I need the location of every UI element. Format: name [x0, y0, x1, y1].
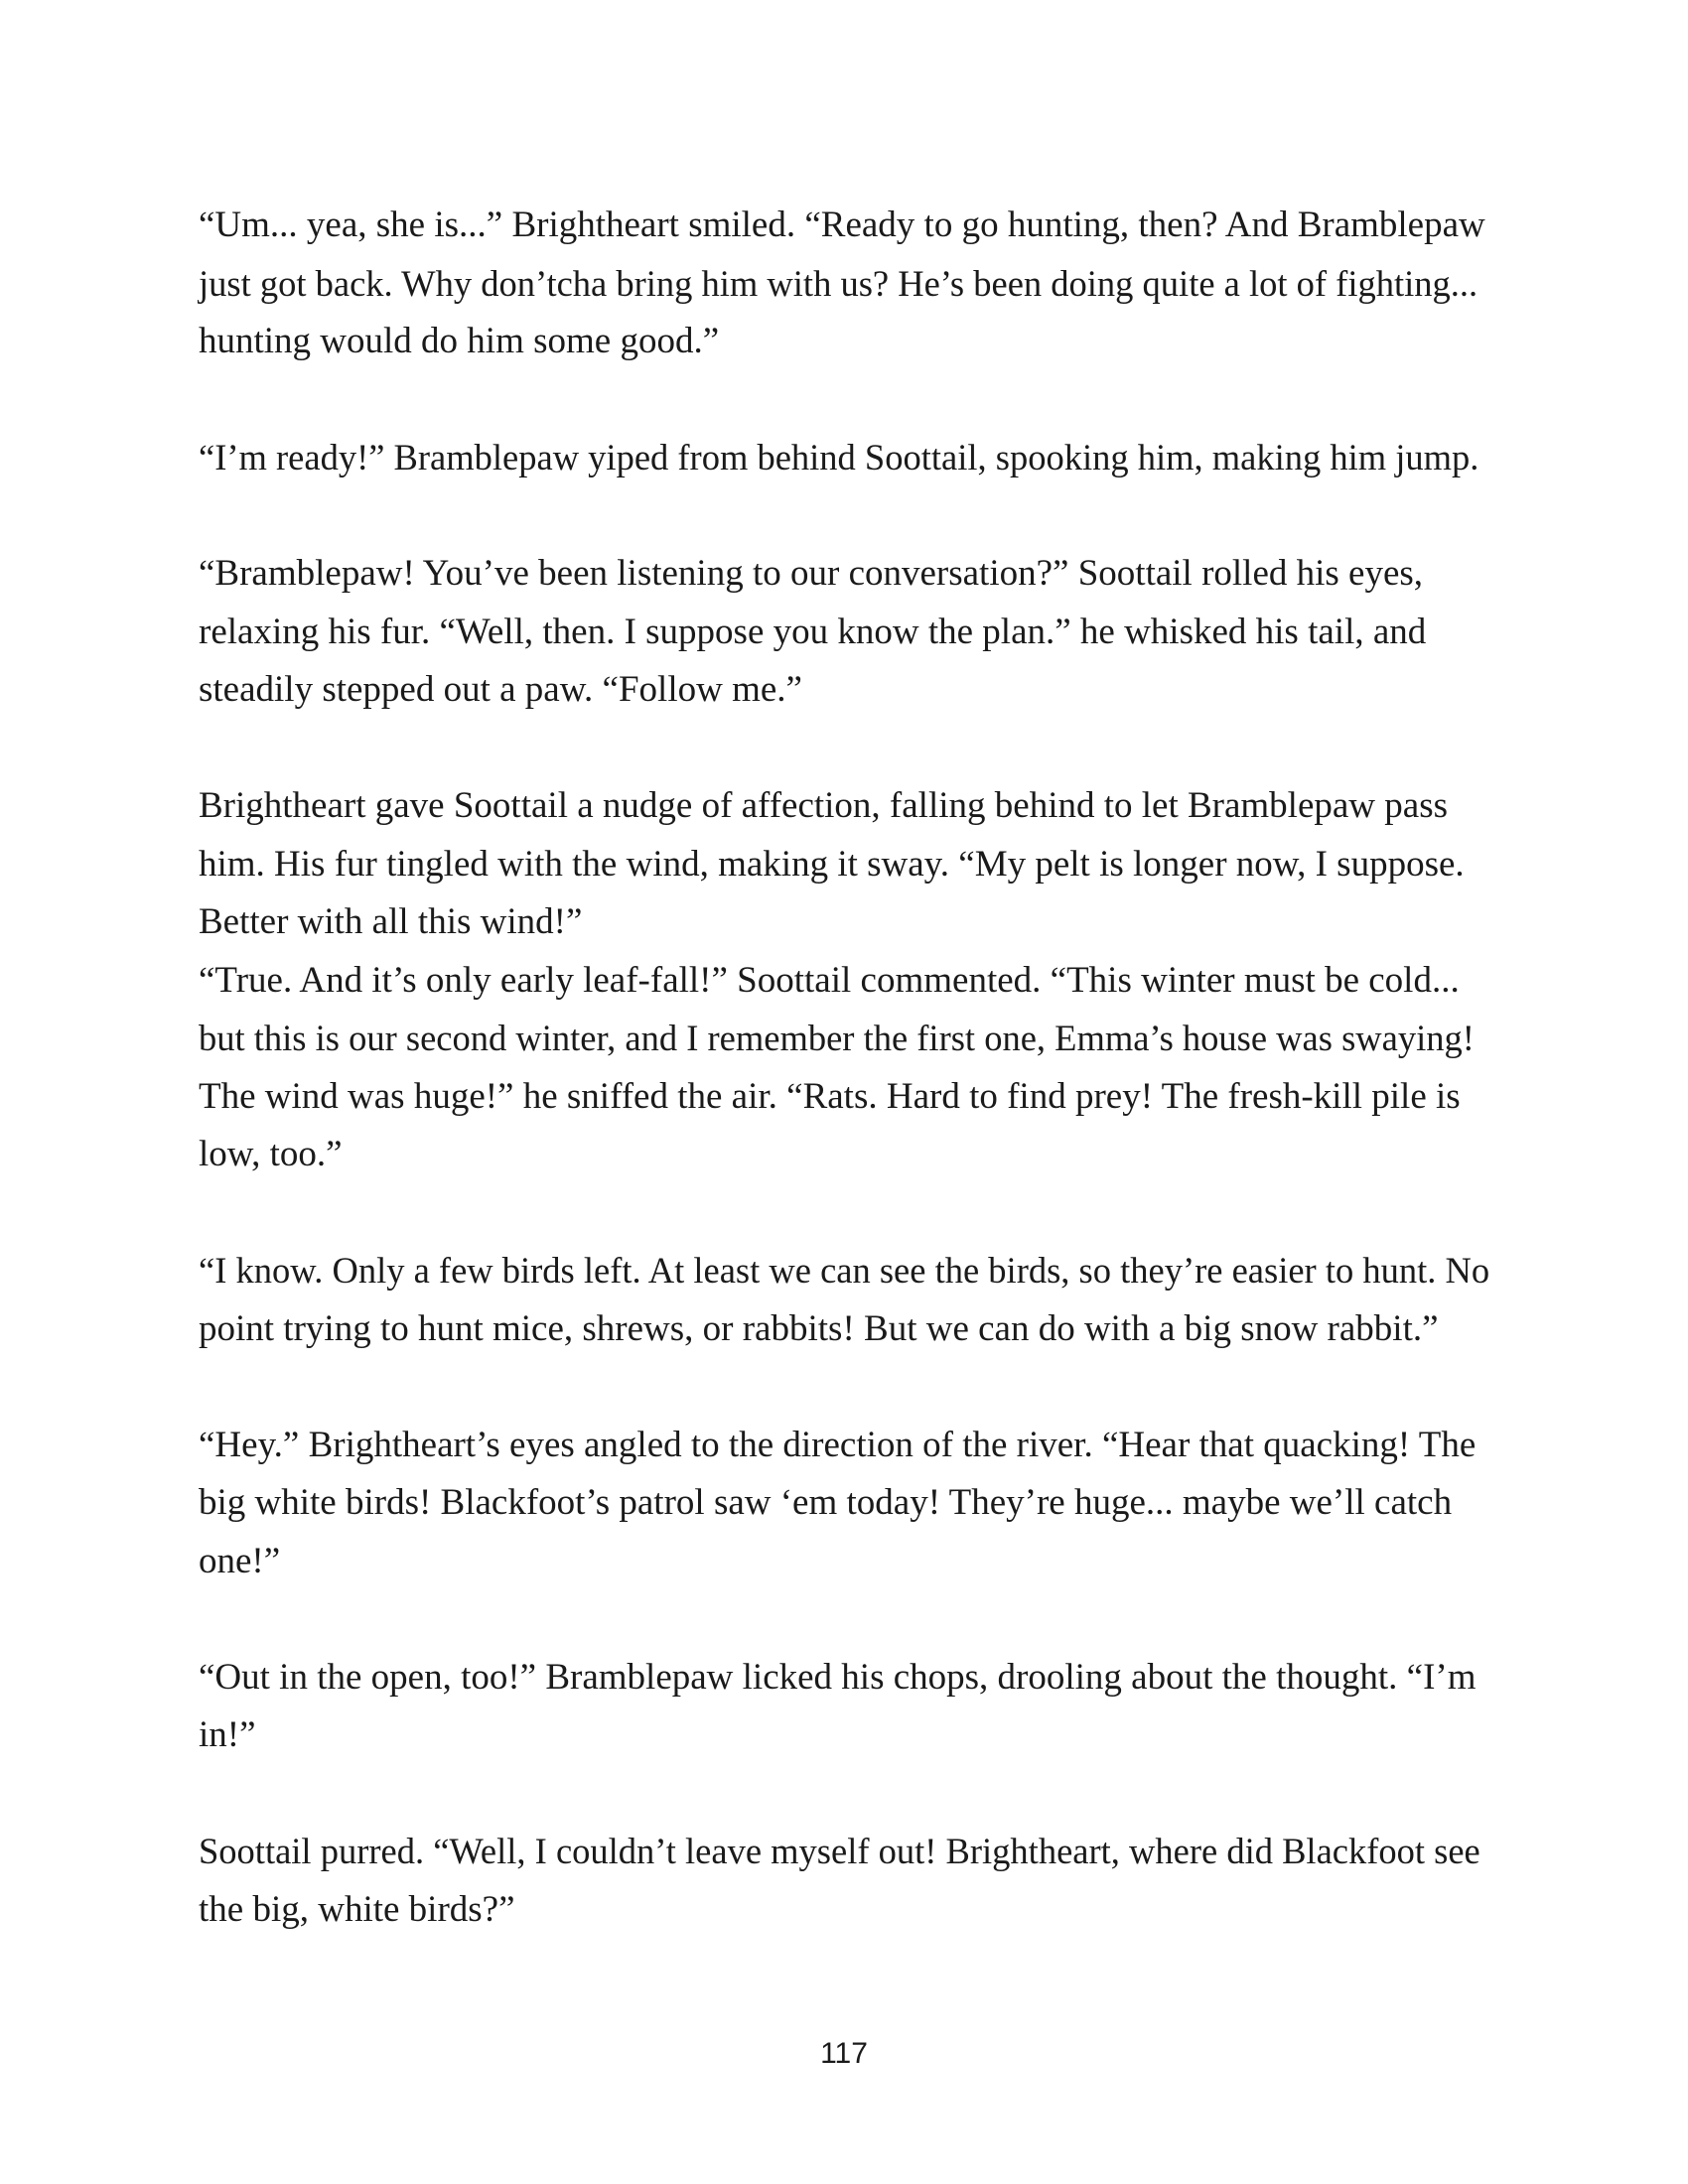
paragraph	[199, 1242, 1489, 1358]
text-line: him. His fur tingled with the wind, making it sway. “My pelt is longer now, I suppose.	[199, 843, 1465, 885]
text-line: in!”	[199, 1714, 256, 1755]
text-line: “I know. Only a few birds left. At least we can see the birds, so they’re easier to hunt. No	[199, 1250, 1490, 1291]
text-line: “True. And it’s only early leaf-fall!” Soottail commented. “This winter must be cold...	[199, 959, 1460, 1001]
text-line: “Um... yea, she is...” Brightheart smiled. “Ready to go hunting, then? And Bramblepaw	[199, 205, 1485, 245]
paragraph	[199, 429, 1489, 487]
text-line: Brightheart gave Soottail a nudge of affection, falling behind to let Bramblepaw pass	[199, 785, 1448, 826]
text-line: one!”	[199, 1540, 281, 1581]
paragraph-gap	[199, 371, 1489, 430]
text-line: Better with all this wind!”	[199, 901, 583, 942]
paragraph	[199, 1417, 1489, 1591]
text-line: big white birds! Blackfoot’s patrol saw ‘em today! They’re huge... maybe we’ll catch	[199, 1482, 1453, 1523]
paragraph	[199, 545, 1489, 720]
paragraph	[199, 777, 1489, 1184]
text-line: point trying to hunt mice, shrews, or rabbits! But we can do with a big snow rabbit.”	[199, 1307, 1439, 1349]
paragraph-gap	[199, 487, 1489, 546]
text-line: just got back. Why don’tcha bring him with us? He’s been doing quite a lot of fighting...	[199, 262, 1478, 304]
paragraph-gap	[199, 1184, 1489, 1243]
text-line: steadily stepped out a paw. “Follow me.”	[199, 669, 802, 710]
text-line: but this is our second winter, and I remember the first one, Emma’s house was swaying!	[199, 1018, 1475, 1058]
text-line: relaxing his fur. “Well, then. I suppose you know the plan.” he whisked his tail, and	[199, 611, 1427, 652]
text-line: Soottail purred. “Well, I couldn’t leave myself out! Brightheart, where did Blackfoot see	[199, 1831, 1480, 1871]
text-line: “Hey.” Brightheart’s eyes angled to the direction of the river. “Hear that quacking! The	[199, 1424, 1477, 1465]
text-line: The wind was huge!” he sniffed the air. “Rats. Hard to find prey! The fresh-kill pile is	[199, 1075, 1461, 1117]
paragraph-gap	[199, 1590, 1489, 1649]
paragraph-gap	[199, 1358, 1489, 1417]
story-text	[199, 197, 1489, 1939]
text-line: hunting would do him some good.”	[199, 321, 720, 361]
text-line: “Bramblepaw! You’ve been listening to our conversation?” Soottail rolled his eyes,	[199, 553, 1424, 594]
text-line: the big, white birds?”	[199, 1888, 515, 1930]
paragraph	[199, 1823, 1489, 1939]
paragraph	[199, 197, 1489, 371]
text-line: “Out in the open, too!” Bramblepaw licked his chops, drooling about the thought. “I’m	[199, 1656, 1477, 1698]
paragraph-gap	[199, 720, 1489, 778]
paragraph	[199, 1649, 1489, 1765]
page-number: 117	[820, 2037, 868, 2070]
paragraph-gap	[199, 1765, 1489, 1824]
text-line: “I’m ready!” Bramblepaw yiped from behind Soottail, spooking him, making him jump.	[199, 437, 1479, 478]
text-line: low, too.”	[199, 1134, 343, 1174]
